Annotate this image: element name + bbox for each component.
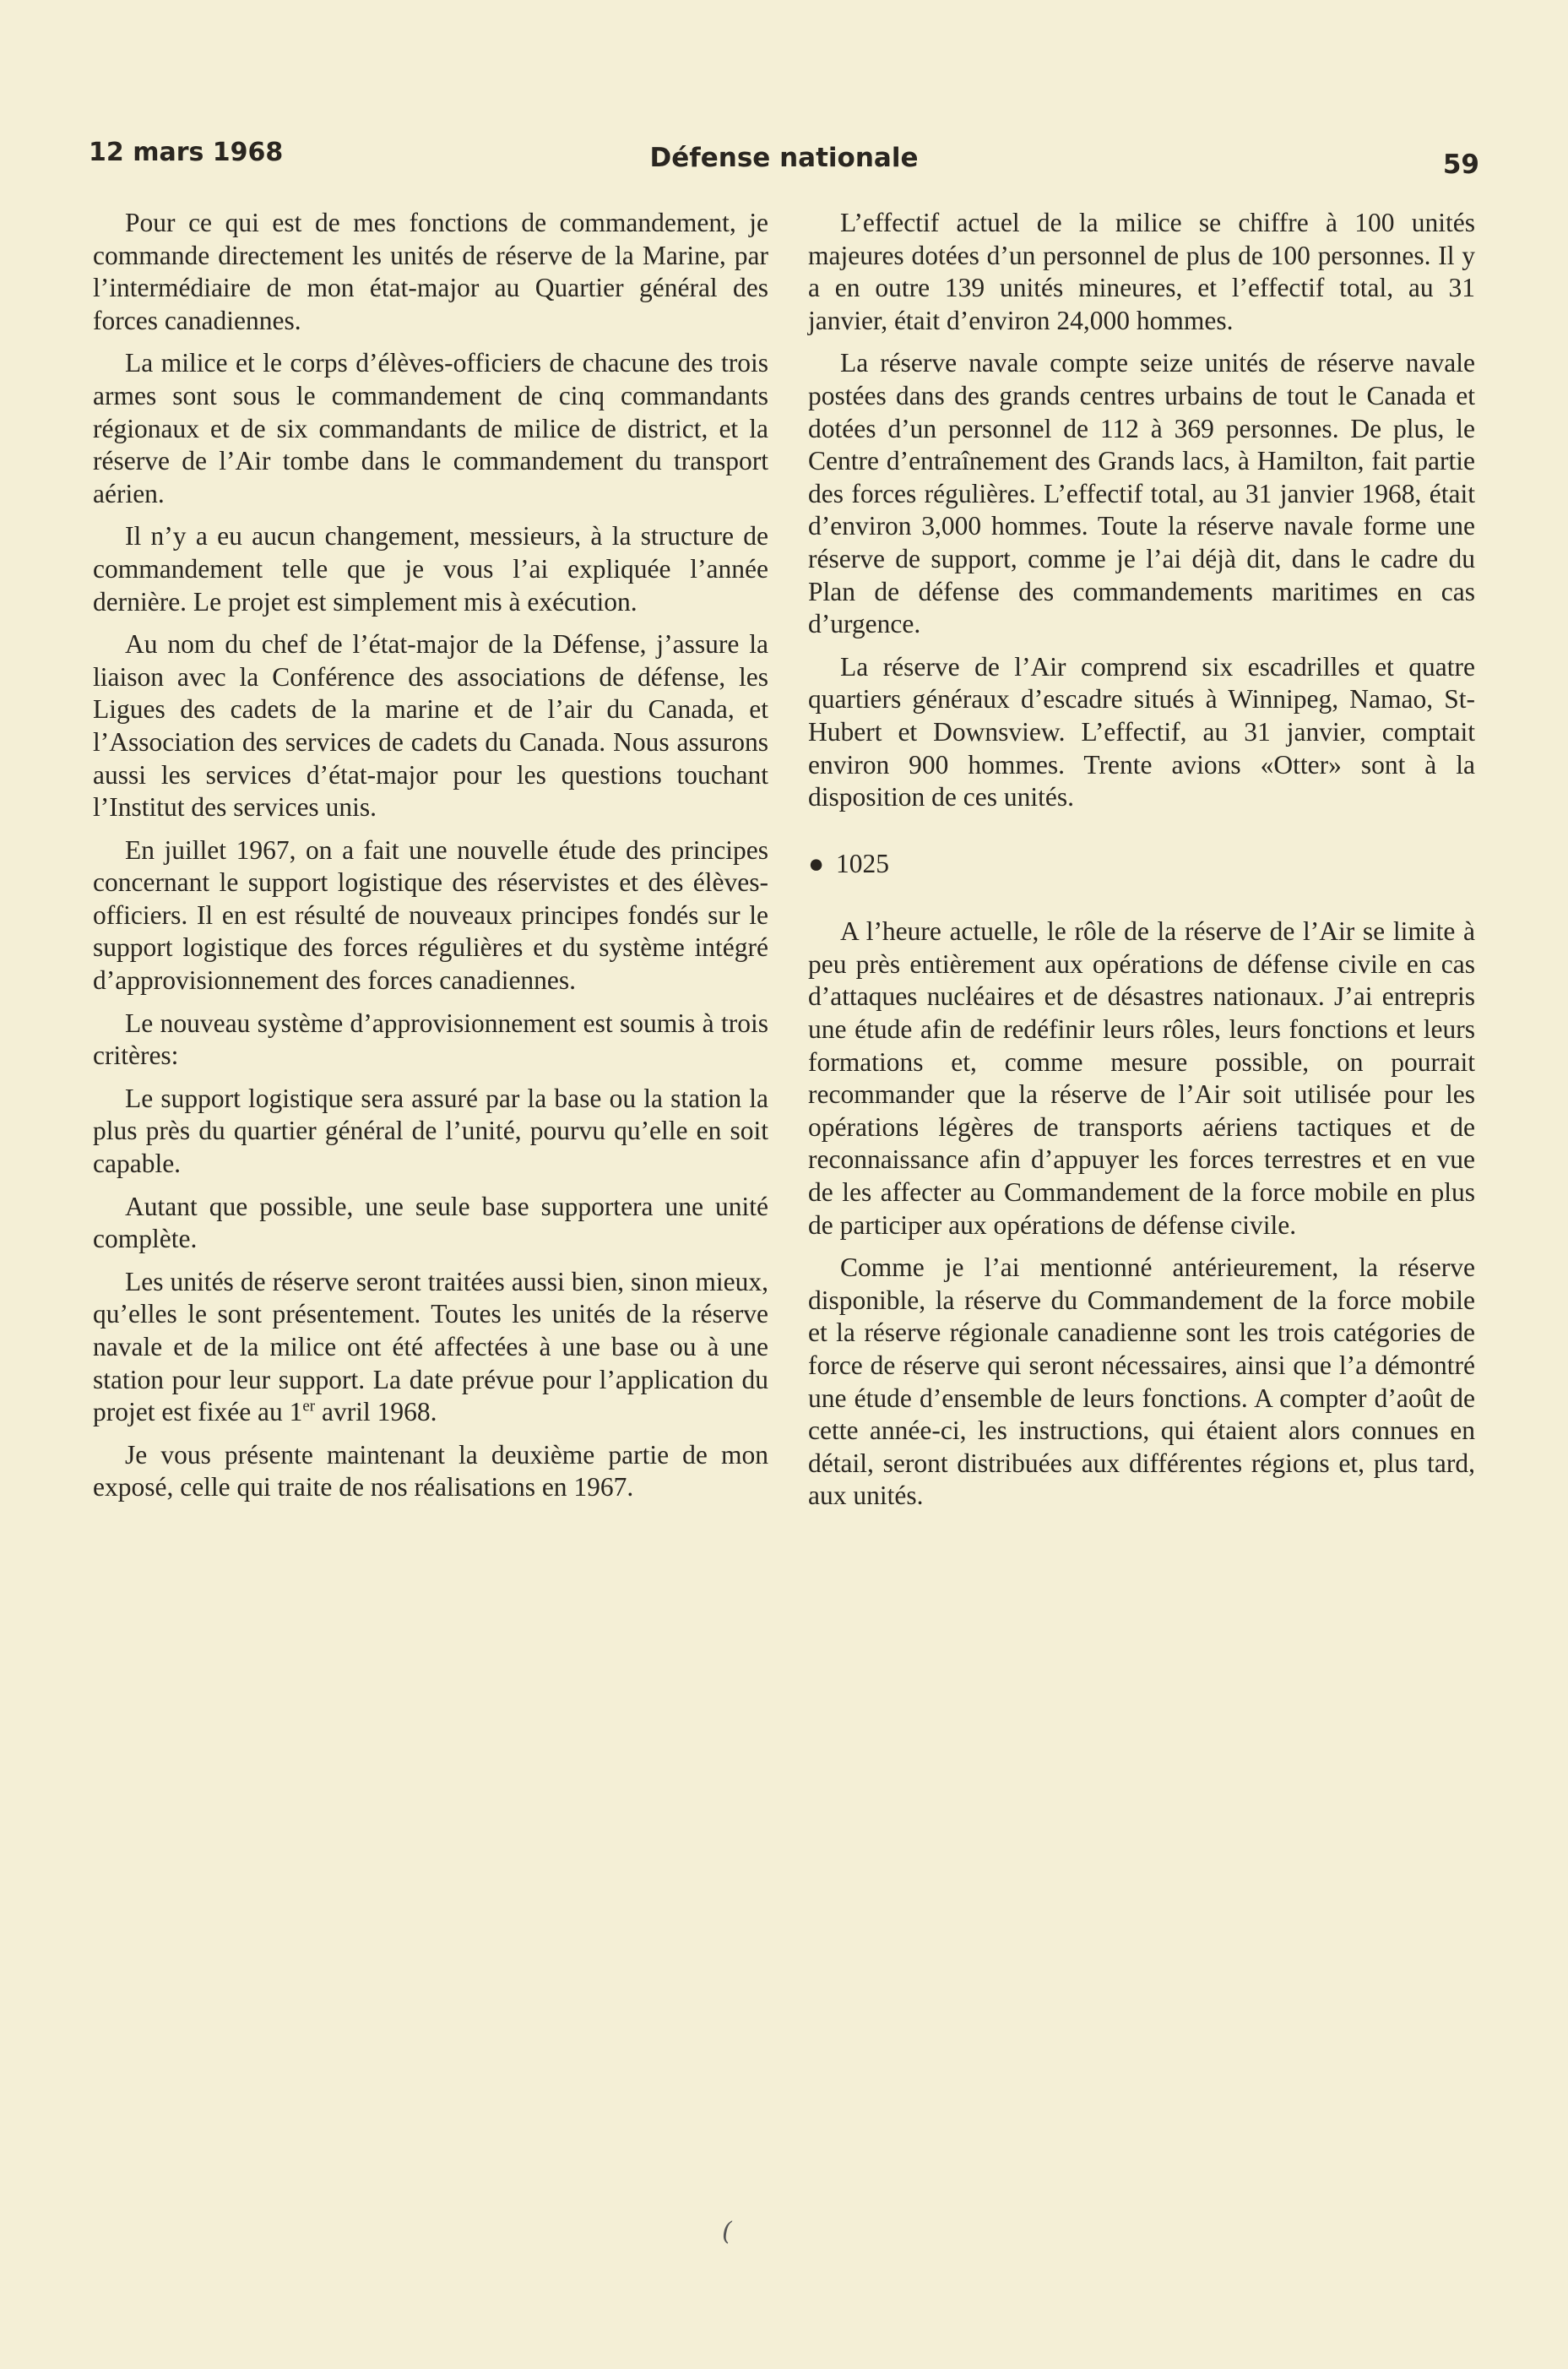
- paragraph: Le support logistique sera assuré par la base ou la station la plus près du quartier général de l’unité, pourvu qu’elle en soit capable.: [93, 1083, 768, 1179]
- paragraph: Au nom du chef de l’état-major de la Défense, j’assure la liaison avec la Conférence des associations de défense, les Ligues des cadets de la marine et de l’air du Canada, et l’Association des services de cadets du Canada. Nous assurons aussi les services d’état-major pour les questions touchant l’Institut des services unis.: [93, 629, 768, 823]
- date-superscript: er: [302, 1397, 316, 1415]
- bullet-icon: ●: [808, 848, 825, 878]
- paragraph: La réserve navale compte seize unités de réserve navale postées dans des grands centres urbains de tout le Canada et dotées d’un personnel de 112 à 369 personnes. De plus, le Centre d’entraînement des Grands lacs, à Hamilton, fait partie des forces régulières. L’effectif total, au 31 janvier 1968, était d’environ 3,000 hommes. Toute la réserve navale forme une réserve de support, comme je l’ai déjà dit, dans le cadre du Plan de défense des commandements maritimes en cas d’urgence.: [808, 348, 1475, 639]
- paragraph: La milice et le corps d’élèves-officiers de chacune des trois armes sont sous le commandement de cinq commandants régionaux et de six commandants de milice de district, et la réserve de l’Air tombe dans le commandement du transport aérien.: [93, 348, 768, 508]
- paragraph-with-date: [93, 1266, 768, 1429]
- date-rest: avril 1968.: [315, 1397, 437, 1427]
- header-date: 12 mars 1968: [89, 138, 284, 167]
- paragraph: Comme je l’ai mentionné antérieurement, la réserve disponible, la réserve du Commandement de la force mobile et la réserve régionale canadienne sont les trois catégories de force de réserve qui seront nécessaires, ainsi que l’a démontré une étude d’ensemble de leurs fonctions. A compter d’août de cette année-ci, les instructions, qui étaient alors connues en détail, seront distribuées aux différentes régions et, plus tard, aux unités.: [808, 1252, 1475, 1511]
- paragraph: La réserve de l’Air comprend six escadrilles et quatre quartiers généraux d’escadre situés à Winnipeg, Namao, St-Hubert et Downsview. L’effectif, au 31 janvier, comptait environ 900 hommes. Trente avions «Otter» sont à la disposition de ces unités.: [808, 651, 1475, 812]
- time-marker: [808, 848, 1475, 881]
- paragraph: Je vous présente maintenant la deuxième partie de mon exposé, celle qui traite de nos réalisations en 1967.: [93, 1439, 768, 1502]
- header-title: Défense nationale: [649, 143, 919, 173]
- paragraph: Pour ce qui est de mes fonctions de commandement, je commande directement les unités de réserve de la Marine, par l’intermédiaire de mon état-major au Quartier général des forces canadiennes.: [93, 208, 768, 335]
- right-column: [808, 207, 1475, 1523]
- left-column: [93, 207, 768, 1514]
- paragraph: Autant que possible, une seule base supportera une unité complète.: [93, 1191, 768, 1254]
- paragraph: Le nouveau système d’approvisionnement est soumis à trois critères:: [93, 1008, 768, 1071]
- paragraph: Il n’y a eu aucun changement, messieurs, à la structure de commandement telle que je vous l’ai expliquée l’année dernière. Le projet est simplement mis à exécution.: [93, 521, 768, 617]
- time-marker-text: 1025: [836, 848, 890, 878]
- footer-mark: (: [722, 2217, 732, 2247]
- paragraph: L’effectif actuel de la milice se chiffre à 100 unités majeures dotées d’un personnel de plus de 100 personnes. Il y a en outre 139 unités mineures, et l’effectif total, au 31 janvier, était d’environ 24,000 hommes.: [808, 208, 1475, 335]
- paragraph-text: Les unités de réserve seront traitées aussi bien, sinon mieux, qu’elles le sont présentement. Toutes les unités de la réserve navale et de la milice ont été affectées à une base ou à une station pour leur support. La date prévue pour l’application du projet est fixée au: [93, 1266, 768, 1427]
- page-number: 59: [1442, 149, 1479, 180]
- page-header: [89, 131, 1479, 182]
- date-day: 1: [289, 1397, 303, 1427]
- paragraph: En juillet 1967, on a fait une nouvelle étude des principes concernant le support logistique des réservistes et des élèves-officiers. Il en est résulté de nouveaux principes fondés sur le support logistique des forces régulières et du système intégré d’approvisionnement des forces canadiennes.: [93, 834, 768, 996]
- paragraph: A l’heure actuelle, le rôle de la réserve de l’Air se limite à peu près entièrement aux opérations de défense civile en cas d’attaques nucléaires et de désastres nationaux. J’ai entrepris une étude afin de redéfinir leurs rôles, leurs fonctions et leurs formations et, comme mesure possible, on pourrait recommander que la réserve de l’Air soit utilisée pour les opérations légères de transports aériens tactiques et de reconnaissance afin d’appuyer les forces terrestres et en vue de les affecter au Commandement de la force mobile en plus de participer aux opérations de défense civile.: [808, 916, 1475, 1240]
